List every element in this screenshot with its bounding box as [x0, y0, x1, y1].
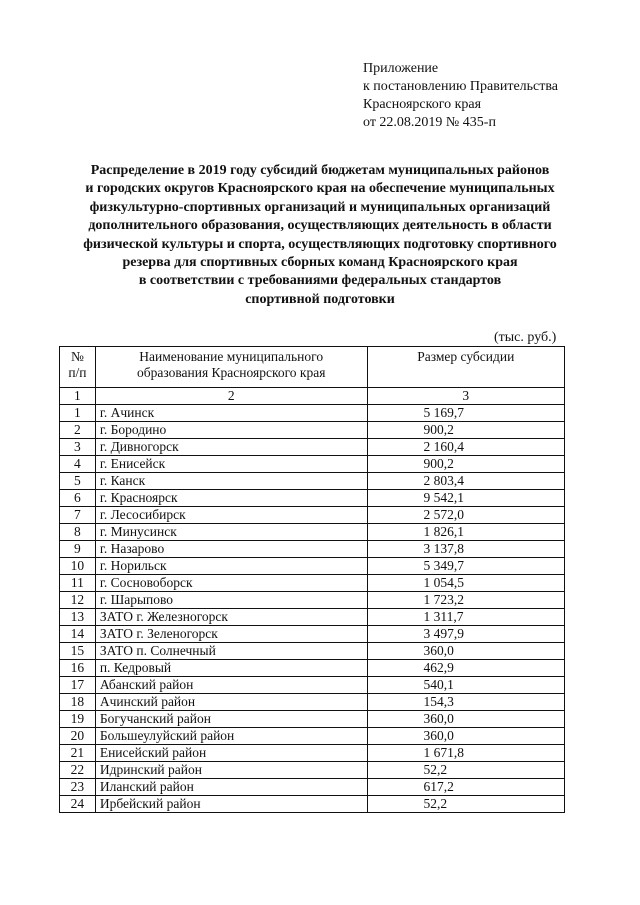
header-number-line1: № — [70, 349, 84, 364]
row-amount: 3 137,8 — [367, 541, 564, 558]
table-row — [60, 575, 565, 592]
row-amount: 2 160,4 — [367, 439, 564, 456]
row-number: 1 — [60, 405, 96, 422]
row-amount: 154,3 — [367, 694, 564, 711]
row-number: 22 — [60, 762, 96, 779]
title-line: физической культуры и спорта, осуществляющих подготовку спортивного — [83, 236, 557, 252]
row-amount: 2 572,0 — [367, 507, 564, 524]
row-number: 12 — [60, 592, 96, 609]
header-name — [95, 347, 367, 388]
row-amount: 5 349,7 — [367, 558, 564, 575]
row-municipality: г. Красноярск — [95, 490, 367, 507]
table-row — [60, 677, 565, 694]
row-municipality: г. Дивногорск — [95, 439, 367, 456]
row-amount: 52,2 — [367, 796, 564, 813]
table-row — [60, 745, 565, 762]
row-amount: 617,2 — [367, 779, 564, 796]
row-municipality: Большеулуйский район — [95, 728, 367, 745]
row-number: 3 — [60, 439, 96, 456]
row-amount: 3 497,9 — [367, 626, 564, 643]
table-row — [60, 422, 565, 439]
table-row — [60, 660, 565, 677]
table-row — [60, 524, 565, 541]
table-row — [60, 711, 565, 728]
row-municipality: г. Сосновоборск — [95, 575, 367, 592]
annex-line: Приложение — [363, 61, 439, 76]
row-amount: 900,2 — [367, 422, 564, 439]
title-line: резерва для спортивных сборных команд Красноярского края — [122, 255, 518, 271]
table-row — [60, 490, 565, 507]
header-number — [60, 347, 96, 388]
row-amount: 5 169,7 — [367, 405, 564, 422]
row-municipality: г. Ачинск — [95, 405, 367, 422]
table-row — [60, 507, 565, 524]
table-row — [60, 779, 565, 796]
row-number: 17 — [60, 677, 96, 694]
header-name-line1: Наименование муниципального — [139, 349, 324, 364]
row-number: 20 — [60, 728, 96, 745]
title-line: и городских округов Красноярского края на обеспечение муниципальных — [85, 181, 555, 197]
row-amount: 1 671,8 — [367, 745, 564, 762]
table-row — [60, 609, 565, 626]
row-amount: 462,9 — [367, 660, 564, 677]
document-title — [40, 162, 600, 309]
row-number: 24 — [60, 796, 96, 813]
row-municipality: г. Бородино — [95, 422, 367, 439]
table-row — [60, 728, 565, 745]
title-line: физкультурно-спортивных организаций и муниципальных организаций — [89, 199, 551, 215]
row-municipality: п. Кедровый — [95, 660, 367, 677]
row-amount: 360,0 — [367, 643, 564, 660]
row-amount: 540,1 — [367, 677, 564, 694]
title-line: Распределение в 2019 году субсидий бюджетам муниципальных районов — [90, 163, 550, 178]
row-number: 15 — [60, 643, 96, 660]
annex-line: к постановлению Правительства — [363, 79, 559, 94]
row-number: 11 — [60, 575, 96, 592]
row-municipality: г. Лесосибирск — [95, 507, 367, 524]
row-number: 18 — [60, 694, 96, 711]
row-municipality: Богучанский район — [95, 711, 367, 728]
row-municipality: г. Назарово — [95, 541, 367, 558]
row-municipality: ЗАТО п. Солнечный — [95, 643, 367, 660]
row-municipality: г. Минусинск — [95, 524, 367, 541]
table-row — [60, 762, 565, 779]
row-municipality: Енисейский район — [95, 745, 367, 762]
row-number: 9 — [60, 541, 96, 558]
row-amount: 9 542,1 — [367, 490, 564, 507]
row-amount: 1 826,1 — [367, 524, 564, 541]
row-municipality: г. Норильск — [95, 558, 367, 575]
table-row — [60, 643, 565, 660]
table-row — [60, 694, 565, 711]
table-row — [60, 456, 565, 473]
header-amount: Размер субсидии — [367, 347, 564, 388]
row-municipality: г. Канск — [95, 473, 367, 490]
row-number: 16 — [60, 660, 96, 677]
column-number: 3 — [367, 388, 564, 405]
row-number: 6 — [60, 490, 96, 507]
row-municipality: ЗАТО г. Зеленогорск — [95, 626, 367, 643]
table-header-row — [60, 347, 565, 388]
title-line: дополнительного образования, осуществляющих деятельность в области — [88, 218, 552, 234]
row-number: 7 — [60, 507, 96, 524]
table-row — [60, 439, 565, 456]
table-row — [60, 796, 565, 813]
row-number: 13 — [60, 609, 96, 626]
row-number: 23 — [60, 779, 96, 796]
annex-line: от 22.08.2019 № 435-п — [363, 115, 496, 130]
row-amount: 360,0 — [367, 728, 564, 745]
row-number: 5 — [60, 473, 96, 490]
header-name-line2: образования Красноярского края — [136, 365, 326, 380]
row-number: 8 — [60, 524, 96, 541]
units-label: (тыс. руб.) — [494, 330, 557, 345]
annex-line: Красноярского края — [363, 97, 482, 112]
table-row — [60, 558, 565, 575]
row-amount: 1 311,7 — [367, 609, 564, 626]
row-amount: 1 054,5 — [367, 575, 564, 592]
table-row — [60, 592, 565, 609]
row-municipality: г. Шарыпово — [95, 592, 367, 609]
title-line: спортивной подготовки — [245, 291, 395, 307]
table-row — [60, 473, 565, 490]
header-number-line2: п/п — [68, 365, 87, 380]
row-municipality: Ачинский район — [95, 694, 367, 711]
column-number: 1 — [60, 388, 96, 405]
row-municipality: ЗАТО г. Железногорск — [95, 609, 367, 626]
row-number: 10 — [60, 558, 96, 575]
table-row — [60, 541, 565, 558]
row-amount: 900,2 — [367, 456, 564, 473]
row-municipality: Ирбейский район — [95, 796, 367, 813]
title-line: в соответствии с требованиями федеральных стандартов — [138, 273, 502, 289]
row-number: 14 — [60, 626, 96, 643]
annex-block — [363, 60, 558, 132]
row-number: 21 — [60, 745, 96, 762]
row-number: 4 — [60, 456, 96, 473]
row-amount: 2 803,4 — [367, 473, 564, 490]
row-amount: 1 723,2 — [367, 592, 564, 609]
subsidy-table — [59, 346, 565, 813]
row-amount: 360,0 — [367, 711, 564, 728]
row-municipality: Абанский район — [95, 677, 367, 694]
table-row — [60, 626, 565, 643]
row-amount: 52,2 — [367, 762, 564, 779]
column-number-row — [60, 388, 565, 405]
table-row — [60, 405, 565, 422]
row-number: 2 — [60, 422, 96, 439]
row-municipality: г. Енисейск — [95, 456, 367, 473]
column-number: 2 — [95, 388, 367, 405]
row-number: 19 — [60, 711, 96, 728]
row-municipality: Иланский район — [95, 779, 367, 796]
row-municipality: Идринский район — [95, 762, 367, 779]
